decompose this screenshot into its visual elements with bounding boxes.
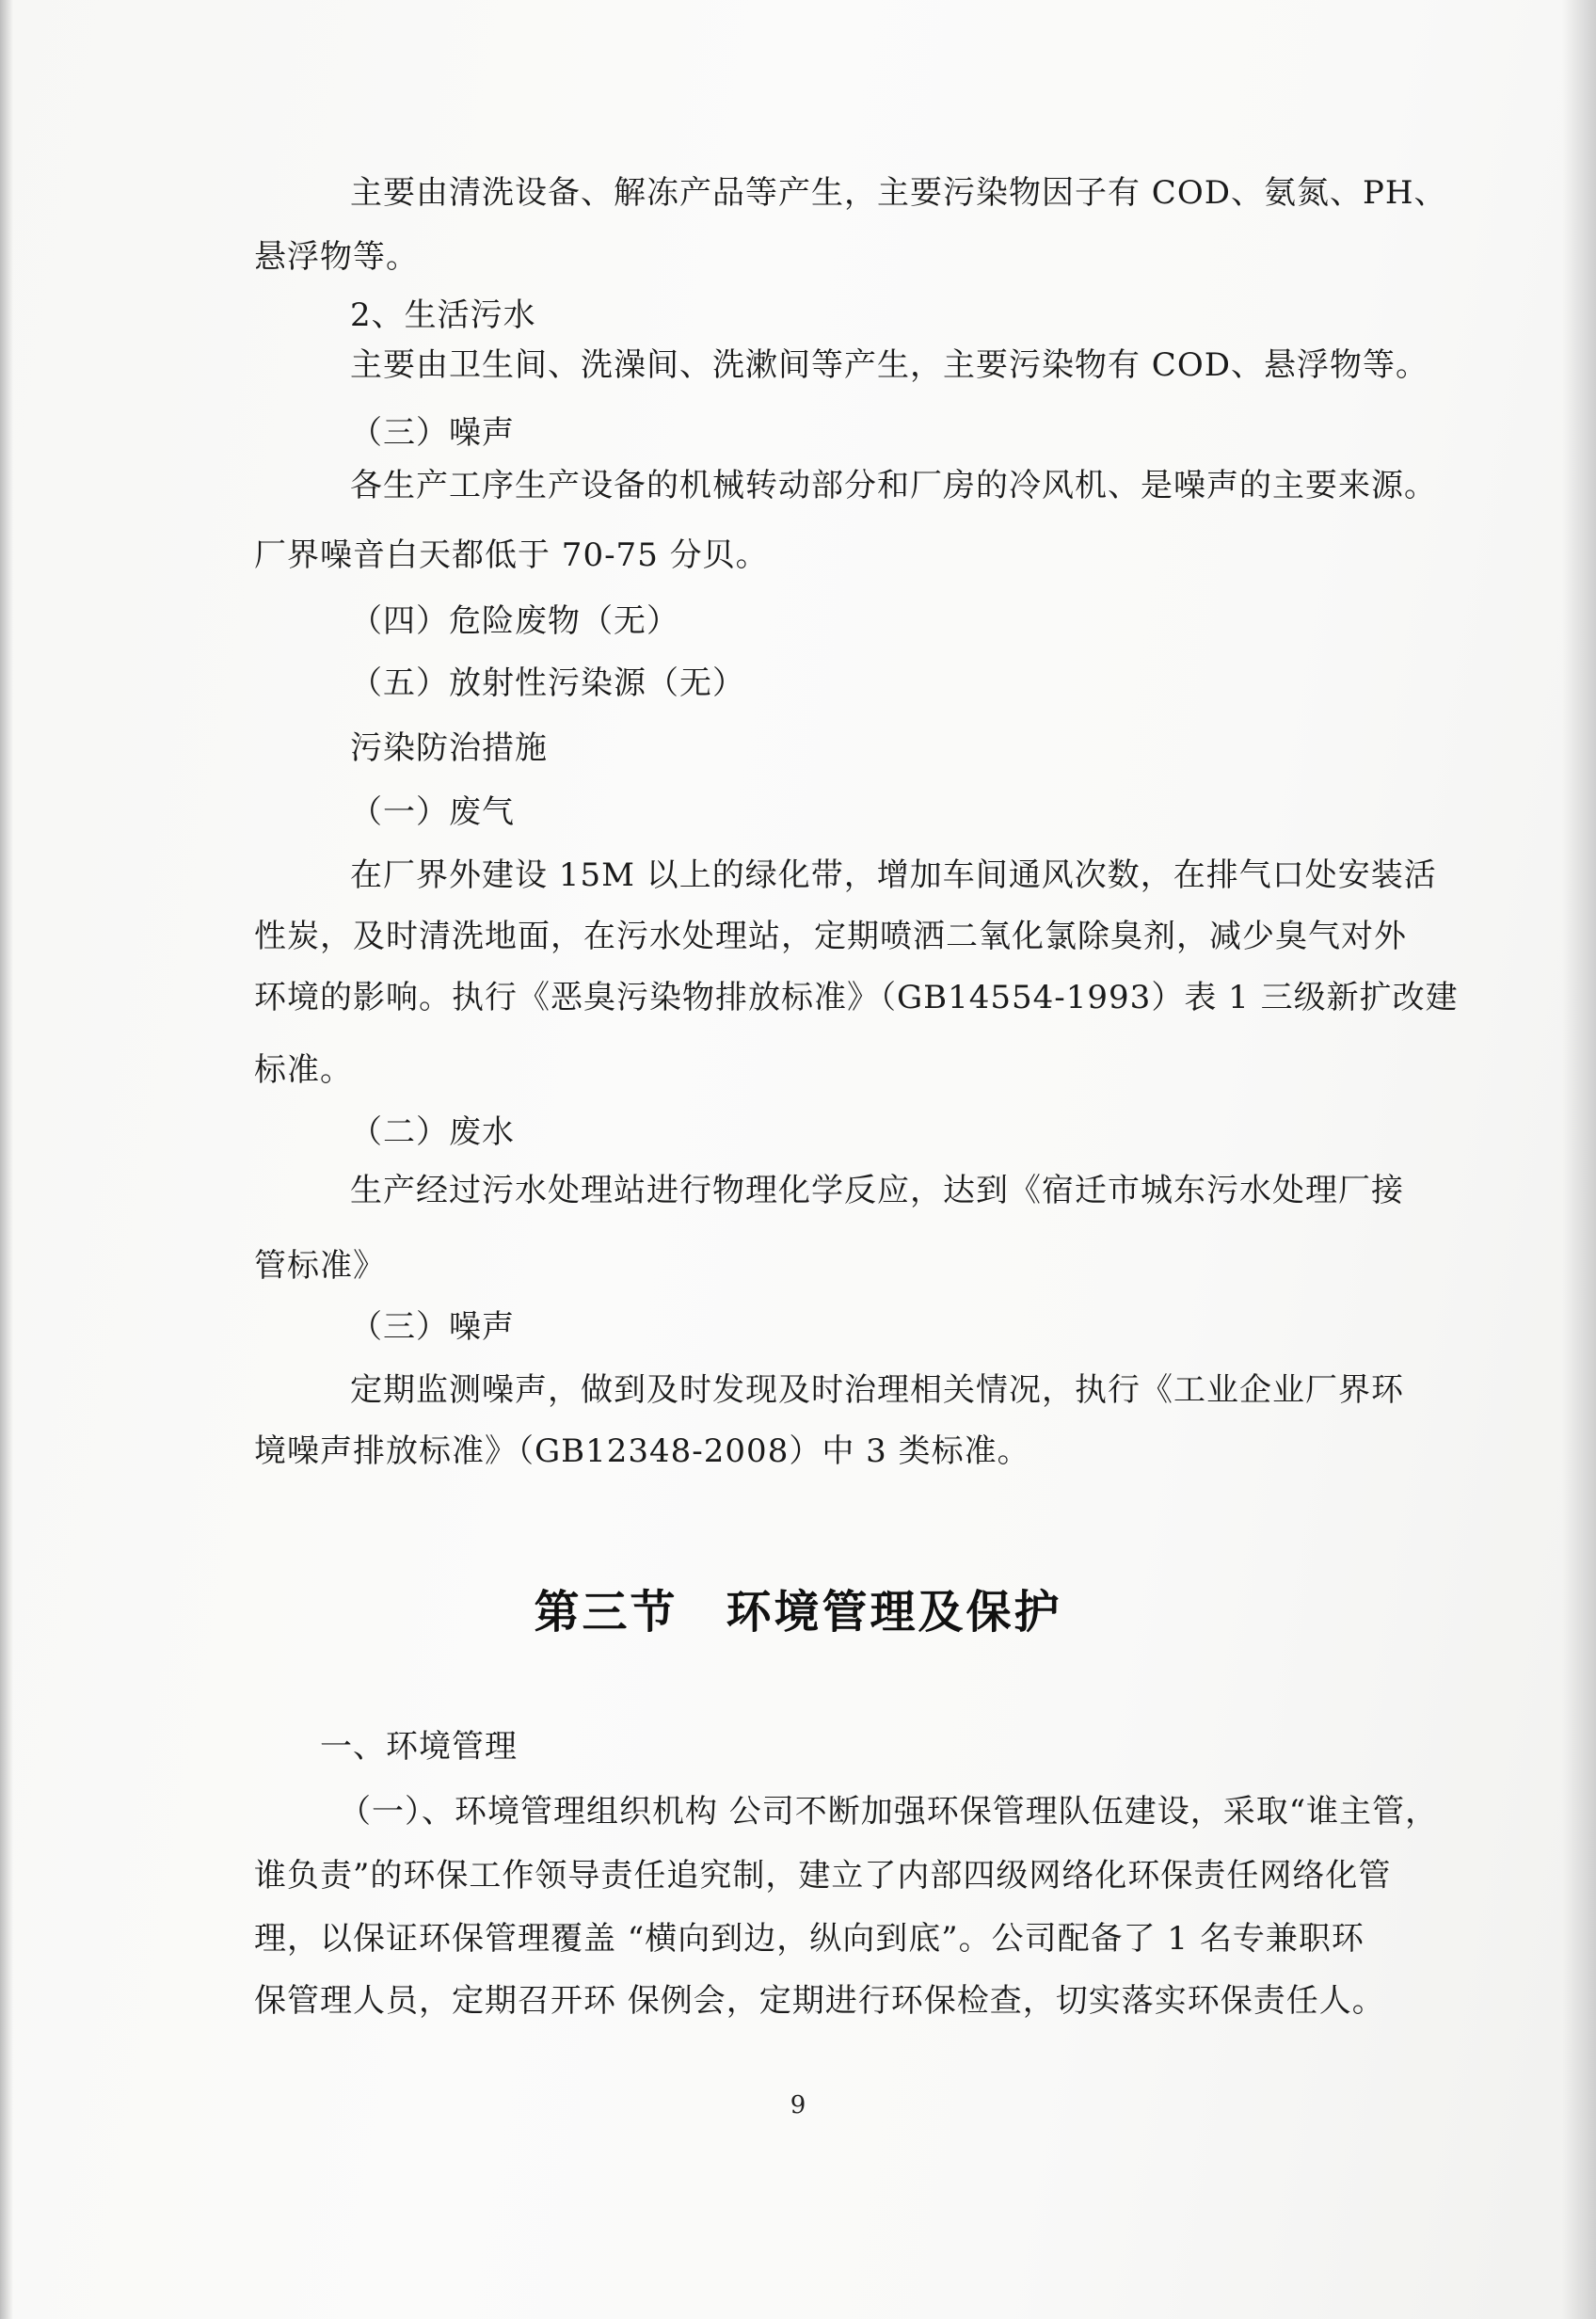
subheading: （二）废水: [350, 1113, 515, 1151]
text-line: 标准。: [254, 1051, 353, 1089]
section-heading: 第三节 环境管理及保护: [534, 1586, 1062, 1639]
text-line: 厂界噪音白天都低于 70-75 分贝。: [254, 536, 769, 574]
text-line: 悬浮物等。: [254, 238, 419, 276]
text-line: 主要由卫生间、洗澡间、洗漱间等产生，主要污染物有 COD、悬浮物等。: [350, 346, 1428, 384]
subheading: （四）危险废物（无）: [350, 602, 679, 640]
text-line: 2、生活污水: [350, 296, 536, 334]
text-line: 性炭，及时清洗地面，在污水处理站，定期喷洒二氧化氯除臭剂，减少臭气对外: [254, 918, 1407, 955]
text-line: （一）、环境管理组织机构 公司不断加强环保管理队伍建设，采取“谁主管，: [339, 1793, 1439, 1831]
subheading: （三）噪声: [350, 414, 515, 452]
text-line: 各生产工序生产设备的机械转动部分和厂房的冷风机、是噪声的主要来源。: [350, 467, 1437, 504]
text-line: 保管理人员，定期召开环 保例会，定期进行环保检查，切实落实环保责任人。: [254, 1982, 1385, 2020]
subheading: 一、环境管理: [320, 1728, 518, 1766]
text-line: 生产经过污水处理站进行物理化学反应，达到《宿迁市城东污水处理厂接: [350, 1172, 1404, 1209]
subheading: （五）放射性污染源（无）: [350, 664, 745, 702]
subheading: （三）噪声: [350, 1308, 515, 1346]
text-line: 谁负责”的环保工作领导责任追究制，建立了内部四级网络化环保责任网络化管: [254, 1857, 1392, 1895]
subheading: （一）废气: [350, 793, 515, 831]
subheading: 污染防治措施: [350, 729, 548, 767]
text-line: 在厂界外建设 15M 以上的绿化带，增加车间通风次数，在排气口处安装活: [350, 856, 1437, 894]
text-line: 理，以保证环保管理覆盖 “横向到边，纵向到底”。公司配备了 1 名专兼职环: [254, 1920, 1365, 1958]
text-line: 主要由清洗设备、解冻产品等产生，主要污染物因子有 COD、氨氮、PH、: [350, 174, 1447, 212]
text-line: 境噪声排放标准》（GB12348-2008）中 3 类标准。: [254, 1432, 1030, 1470]
page-number: 9: [790, 2091, 806, 2119]
text-line: 管标准》: [254, 1247, 386, 1285]
text-line: 定期监测噪声，做到及时发现及时治理相关情况，执行《工业企业厂界环: [350, 1371, 1404, 1409]
text-line: 环境的影响。执行《恶臭污染物排放标准》（GB14554-1993）表 1 三级新扩改建: [254, 979, 1459, 1016]
